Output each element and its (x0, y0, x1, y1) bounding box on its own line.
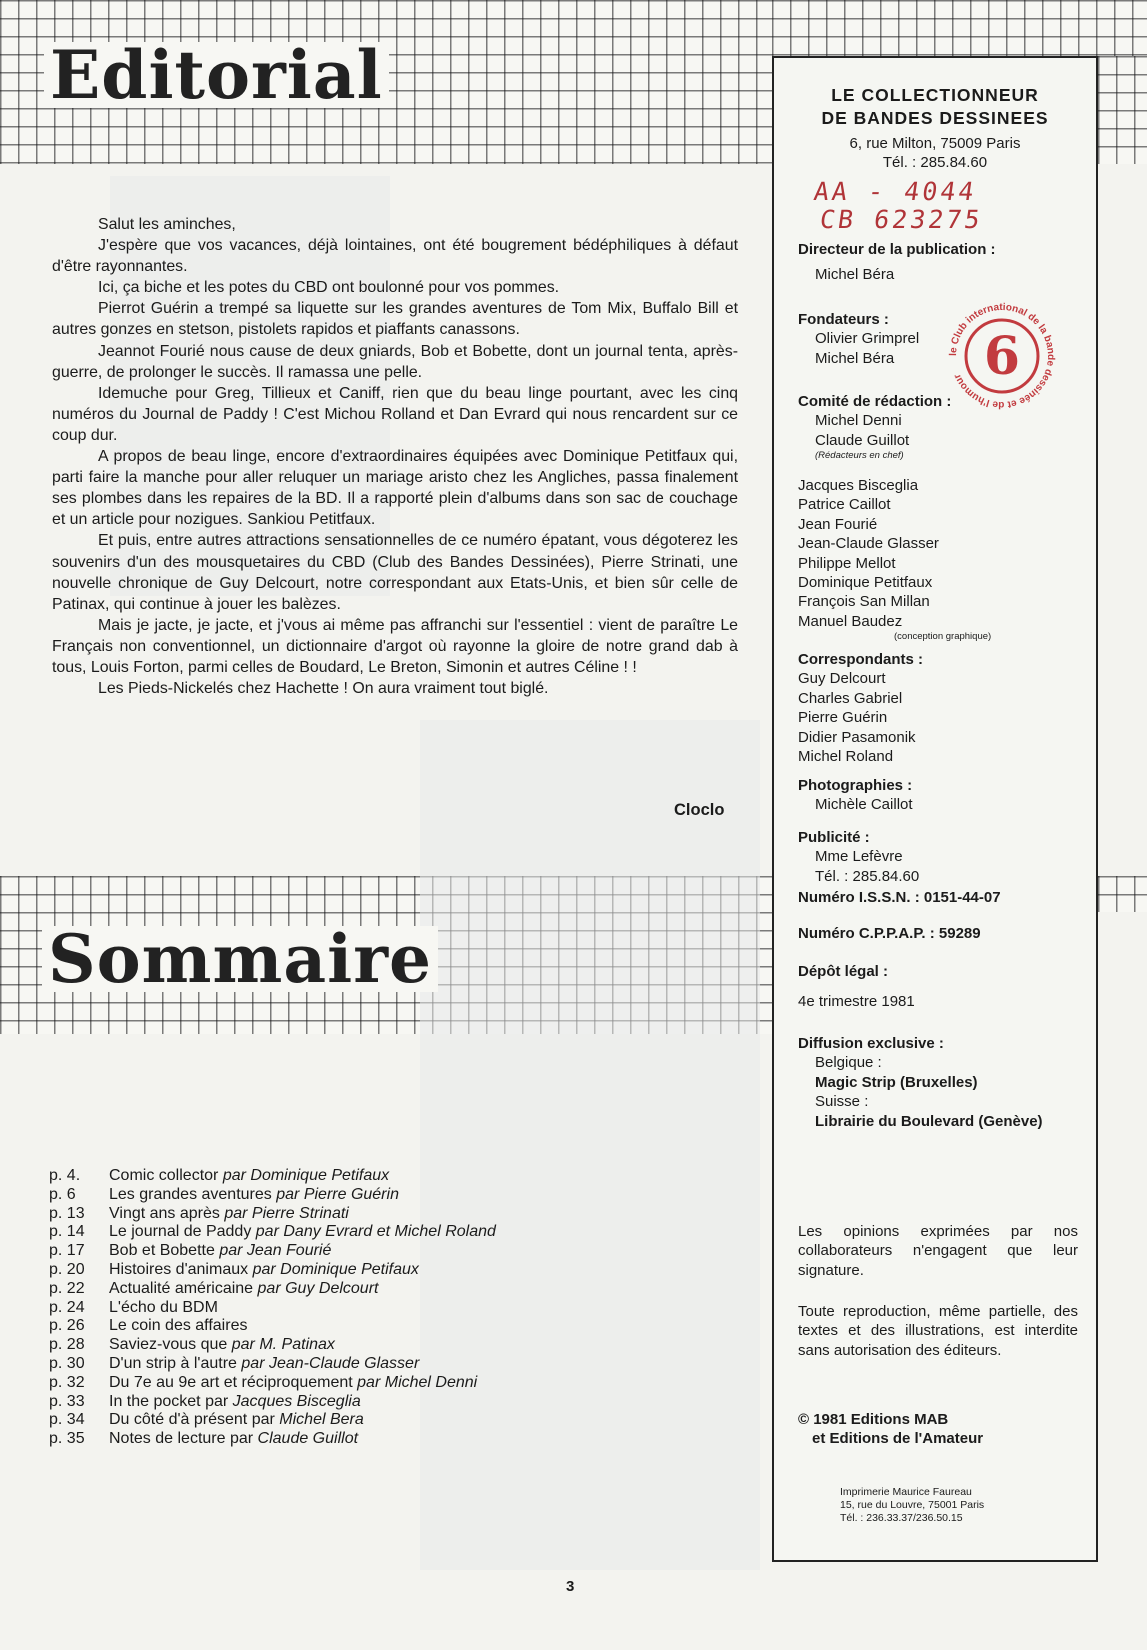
toc-author: Guy Delcourt (285, 1279, 379, 1297)
toc-author: Claude Guillot (257, 1430, 359, 1448)
toc-author: Dominique Petifaux (280, 1260, 419, 1278)
toc-author: Michel Bera (279, 1411, 364, 1429)
toc-entry (49, 1336, 749, 1355)
fondateurs-label: Fondateurs : (798, 311, 889, 328)
toc-title: D'un strip à l'autre (109, 1354, 237, 1372)
publicite-phone: Tél. : 285.84.60 (815, 867, 920, 885)
comite-note: (Rédacteurs en chef) (815, 450, 904, 462)
toc-title: Du 7e au 9e art et réciproquement (109, 1373, 353, 1391)
editorial-paragraph: Jeannot Fourié nous cause de deux gniards, Bob et Bobette, dont un journal tenta, après-guerre, de prolonger le succès. Il ramassa une pelle. (52, 342, 738, 381)
correspondant-name: Charles Gabriel (798, 689, 903, 707)
toc-author: M. Patinax (259, 1336, 335, 1354)
editorial-paragraph: J'espère que vos vacances, déjà lointaines, ont été bougrement bédéphiliques à défaut d'être rayonnantes. (52, 237, 738, 276)
masthead-grid-right-mid (1098, 876, 1147, 912)
staff-name: Manuel Baudez (798, 612, 903, 630)
toc-entry (49, 1242, 749, 1261)
staff-name: Jacques Bisceglia (798, 477, 919, 494)
toc-by: par (257, 1279, 281, 1297)
toc-page: p. 28 (49, 1336, 85, 1354)
reproduction-notice: Toute reproduction, même partielle, des textes et des illustrations, est interdite sans autorisation des éditeurs. (798, 1303, 1078, 1359)
fondateur-name: Olivier Grimprel (815, 330, 920, 348)
stamp-ring-text: le Club international de la bande dessinée et de l'humour (947, 301, 1057, 411)
toc-by: par (357, 1373, 381, 1391)
toc-title: Le coin des affaires (109, 1317, 248, 1335)
toc-author: Dany Evrard et Michel Roland (283, 1223, 496, 1241)
toc-by: par (224, 1204, 248, 1222)
publicite-label: Publicité : (798, 829, 870, 846)
magazine-title-line1: LE COLLECTIONNEUR (831, 85, 1039, 105)
toc-title: Le journal de Paddy (109, 1223, 252, 1241)
toc-page: p. 26 (49, 1317, 85, 1335)
toc-page: p. 6 (49, 1185, 76, 1203)
toc-entry (49, 1280, 749, 1299)
toc-entry (49, 1167, 749, 1186)
correspondants-block (798, 650, 923, 766)
club-stamp (942, 296, 1062, 416)
toc-author: Jean-Claude Glasser (268, 1354, 420, 1372)
issn-number: Numéro I.S.S.N. : 0151-44-07 (798, 889, 1001, 906)
fondateurs-block (798, 310, 919, 368)
toc-author: Pierre Strinati (251, 1204, 349, 1222)
toc-title: Du côté d'à présent par (109, 1411, 275, 1429)
toc-entry (49, 1299, 749, 1318)
toc-author: Dominique Petifaux (250, 1167, 390, 1184)
toc-author: Jacques Bisceglia (232, 1392, 361, 1410)
sommaire-title: Sommaire (42, 926, 438, 992)
table-of-contents (49, 1167, 749, 1449)
toc-entry (49, 1205, 749, 1224)
toc-title: Notes de lecture par (109, 1430, 254, 1448)
diffusion-country: Belgique : (815, 1054, 882, 1072)
correspondant-name: Pierre Guérin (798, 709, 888, 727)
photographer-name: Michèle Caillot (815, 796, 913, 814)
toc-page: p. 14 (49, 1223, 85, 1241)
printer-info (840, 1486, 984, 1525)
correspondant-name: Guy Delcourt (798, 670, 886, 688)
diffusion-country: Suisse : (815, 1093, 869, 1111)
editorial-body (52, 214, 738, 699)
toc-page: p. 33 (49, 1392, 85, 1410)
staff-name: Jean Fourié (798, 515, 878, 533)
masthead-box (772, 56, 1098, 1562)
editorial-paragraph: Les Pieds-Nickelés chez Hachette ! On aura vraiment tout biglé. (98, 680, 549, 698)
magazine-title (774, 84, 1096, 130)
staff-name: Patrice Caillot (798, 496, 891, 514)
toc-title: Bob et Bobette (109, 1242, 215, 1260)
toc-page: p. 30 (49, 1354, 85, 1372)
toc-title: Les grandes aventures (109, 1185, 272, 1203)
staff-name: Philippe Mellot (798, 554, 896, 572)
magazine-address-block (774, 134, 1096, 173)
masthead-grid-right-top (1098, 56, 1147, 164)
toc-entry (49, 1430, 749, 1449)
toc-page: p. 4. (49, 1167, 81, 1184)
toc-page: p. 32 (49, 1373, 85, 1391)
staff-note: (conception graphique) (894, 631, 992, 643)
club-stamp-graphic (942, 296, 1062, 416)
editorial-paragraph: Mais je jacte, je jacte, et j'vous ai même pas affranchi sur l'essentiel : vient de paraître Le Français non conventionnel, un dictionnaire d'argot où rayonne la gloire de notre grand dab à tous, Louis Forton, parmi celles de Boudard, Le Breton, Simonin et autres Céline ! ! (52, 616, 738, 676)
editorial-paragraph: Idemuche pour Greg, Tillieux et Caniff, rien que du beau linge pourtant, avec les cinq numéros du Journal de Paddy ! C'est Michou Rolland et Dan Evrard qui nous rencardent sur ce coup dur. (52, 384, 738, 444)
comite-label: Comité de rédaction : (798, 393, 952, 410)
masthead-grid-top (772, 0, 1147, 56)
depot-value: 4e trimestre 1981 (798, 993, 915, 1011)
correspondant-name: Michel Roland (798, 748, 894, 766)
directeur-label: Directeur de la publication : (798, 241, 996, 258)
depot-block (798, 962, 915, 1012)
toc-entry (49, 1261, 749, 1280)
printer-line: Tél. : 236.33.37/236.50.15 (840, 1512, 963, 1524)
stamp-number: 6 (983, 326, 1021, 387)
depot-label: Dépôt légal : (798, 963, 889, 980)
handwritten-reference-1: AA - 4044 (811, 177, 979, 206)
publicite-name: Mme Lefèvre (815, 848, 903, 866)
staff-list (798, 476, 991, 642)
editorial-signature: Cloclo (674, 801, 725, 819)
editorial-title: Editorial (44, 42, 389, 108)
toc-author: Michel Denni (384, 1373, 478, 1391)
comite-name: Michel Denni (815, 412, 902, 430)
page-number: 3 (566, 1578, 575, 1595)
toc-page: p. 35 (49, 1430, 85, 1448)
correspondant-name: Didier Pasamonik (798, 728, 916, 746)
handwritten-reference-2: CB 623275 (817, 205, 985, 234)
toc-title: Saviez-vous que (109, 1336, 228, 1354)
comite-block (798, 392, 951, 462)
toc-page: p. 17 (49, 1242, 85, 1260)
toc-by: par (231, 1336, 255, 1354)
publicite-block (798, 828, 919, 886)
printer-line: Imprimerie Maurice Faureau (840, 1486, 972, 1498)
cppap-number: Numéro C.P.P.A.P. : 59289 (798, 925, 981, 942)
diffusion-label: Diffusion exclusive : (798, 1035, 944, 1052)
toc-by: par (276, 1185, 300, 1203)
magazine-title-line2: DE BANDES DESSINEES (821, 108, 1049, 128)
toc-author: Jean Fourié (246, 1242, 332, 1260)
staff-name: François San Millan (798, 593, 930, 611)
toc-entry (49, 1186, 749, 1205)
editorial-paragraph: A propos de beau linge, encore d'extraordinaires équipées avec Dominique Petitfaux qui, parti faire la manche pour aller reluquer un mariage aristo chez les Angliches, passa finalement ses plombes dans les repaires de la BD. Il a rapporté plein d'albums dans son sac de couchage et un article pour nozigues. Sankiou Petitfaux. (52, 448, 738, 529)
editorial-paragraph: Salut les aminches, (98, 216, 236, 233)
toc-title: Vingt ans après (109, 1204, 220, 1222)
staff-name: Dominique Petitfaux (798, 574, 933, 592)
copyright-line1: © 1981 Editions MAB (798, 1411, 949, 1428)
staff-name: Jean-Claude Glasser (798, 535, 939, 553)
magazine-address: 6, rue Milton, 75009 Paris (849, 135, 1021, 152)
toc-by: par (222, 1167, 246, 1184)
toc-title: Histoires d'animaux (109, 1260, 249, 1278)
correspondants-label: Correspondants : (798, 651, 924, 668)
toc-by: par (219, 1242, 243, 1260)
copyright-line2: et Editions de l'Amateur (812, 1430, 984, 1448)
toc-page: p. 22 (49, 1279, 85, 1297)
toc-entry (49, 1411, 749, 1430)
toc-page: p. 34 (49, 1411, 85, 1429)
toc-title: Comic collector (109, 1167, 219, 1184)
toc-entry (49, 1317, 749, 1336)
toc-entry (49, 1355, 749, 1374)
fondateur-name: Michel Béra (815, 349, 895, 367)
toc-page: p. 13 (49, 1204, 85, 1222)
toc-title: Actualité américaine (109, 1279, 254, 1297)
toc-by: par (255, 1223, 279, 1241)
opinions-disclaimer: Les opinions exprimées par nos collaborateurs n'engagent que leur signature. (798, 1223, 1078, 1279)
magazine-phone: Tél. : 285.84.60 (882, 154, 988, 172)
photographies-block (798, 776, 913, 815)
toc-by: par (252, 1260, 276, 1278)
photographies-label: Photographies : (798, 777, 913, 794)
editorial-paragraph: Pierrot Guérin a trempé sa liquette sur les grandes aventures de Tom Mix, Buffalo Bill et autres gonzes en stetson, pistolets rapidos et piaffants canassons. (52, 300, 738, 339)
printer-line: 15, rue du Louvre, 75001 Paris (840, 1499, 985, 1511)
diffusion-block (798, 1034, 1043, 1131)
toc-by: par (241, 1354, 265, 1372)
copyright-block (798, 1410, 983, 1449)
toc-title: L'écho du BDM (109, 1298, 218, 1316)
toc-entry (49, 1374, 749, 1393)
toc-author: Pierre Guérin (303, 1185, 399, 1203)
directeur-block (798, 240, 996, 285)
editorial-paragraph: Et puis, entre autres attractions sensationnelles de ce numéro épatant, vous dégoterez les souvenirs d'un des mousquetaires du CBD (Club des Bandes Dessinées), Pierre Strinati, une nouvelle chronique de Guy Delcourt, notre correspondant aux Etats-Unis, et bien sûr celle de Patinax, qui continue à jouer les balèzes. (52, 532, 738, 613)
toc-entry (49, 1393, 749, 1412)
toc-title: In the pocket par (109, 1392, 229, 1410)
toc-page: p. 20 (49, 1260, 85, 1278)
diffusion-distributor: Librairie du Boulevard (Genève) (815, 1112, 1043, 1130)
toc-page: p. 24 (49, 1298, 85, 1316)
comite-name: Claude Guillot (815, 431, 910, 449)
toc-entry (49, 1223, 749, 1242)
editorial-paragraph: Ici, ça biche et les potes du CBD ont boulonné pour vos pommes. (98, 279, 560, 297)
diffusion-distributor: Magic Strip (Bruxelles) (815, 1073, 978, 1091)
directeur-name: Michel Béra (815, 266, 895, 284)
